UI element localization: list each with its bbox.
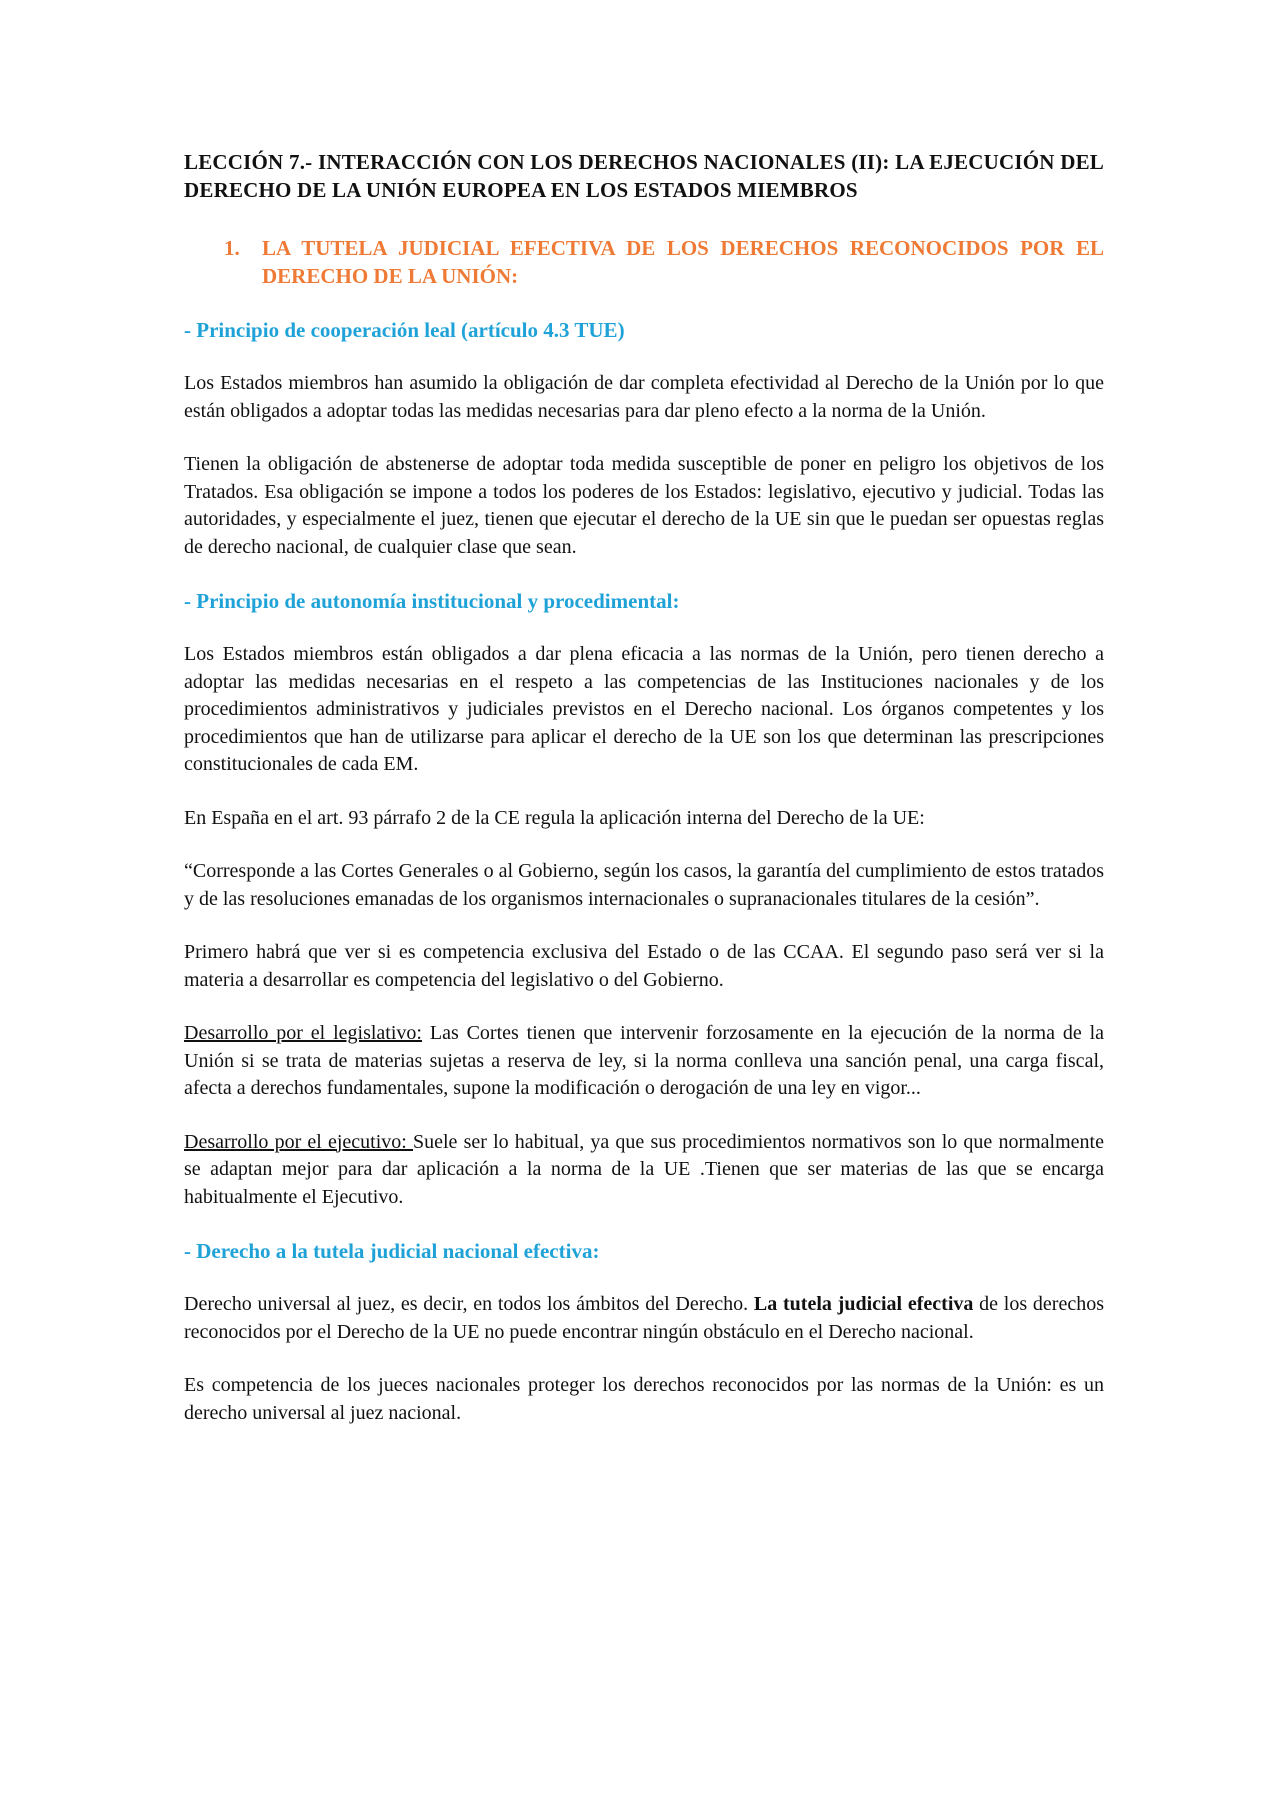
autonomia-paragraph-1: Los Estados miembros están obligados a dar plena eficacia a las normas de la Unión, pero tienen derecho a adoptar las medidas necesarias en el respeto a las competencias de las Instituciones nacionales y de los procedimientos administrativos y judiciales previstos en el Derecho nacional. Los órganos competentes y los procedimientos que han de utilizarse para aplicar el derecho de la UE son los que determinan las prescripciones constitucionales de cada EM. xyxy=(184,643,1104,775)
autonomia-paragraph-3: Primero habrá que ver si es competencia exclusiva del Estado o de las CCAA. El segundo paso será ver si la materia a desarrollar es competencia del legislativo o del Gobierno. xyxy=(184,941,1104,991)
ejecutivo-text: Suele ser lo habitual, ya que sus procedimientos normativos son lo que normalmente se adaptan mejor para dar aplicación a la norma de la UE .Tienen que ser materias de las que se encarga habitualmente el Ejecutivo. xyxy=(184,1130,1104,1208)
document-title: LECCIÓN 7.- INTERACCIÓN CON LOS DERECHOS NACIONALES (II): LA EJECUCIÓN DEL DERECHO DE LA UNIÓN EUROPEA EN LOS ESTADOS MIEMBROS xyxy=(184,150,1104,202)
tutela-paragraph-2: Es competencia de los jueces nacionales proteger los derechos reconocidos por las normas de la Unión: es un derecho universal al juez nacional. xyxy=(184,1374,1104,1424)
legislativo-label: Desarrollo por el legislativo: xyxy=(184,1022,422,1044)
cooperacion-paragraph-1: Los Estados miembros han asumido la obligación de dar completa efectividad al Derecho de la Unión por lo que están obligados a adoptar todas las medidas necesarias para dar pleno efecto a la norma de la Unión. xyxy=(184,372,1104,422)
tutela-paragraph-1 xyxy=(184,1291,1104,1346)
legislativo-text: Las Cortes tienen que intervenir forzosamente en la ejecución de la norma de la Unión si se trata de materias sujetas a reserva de ley, si la norma conlleva una sanción penal, una carga fiscal, afecta a derechos fundamentales, supone la modificación o derogación de una ley en vigor... xyxy=(184,1022,1105,1099)
tutela-p1-end: de los derechos reconocidos por el Derecho de la UE no puede encontrar ningún obstáculo en el Derecho nacional. xyxy=(184,1293,1104,1343)
tutela-p1-start: Derecho universal al juez, es decir, en todos los ámbitos del Derecho. xyxy=(184,1293,754,1315)
constitution-quote: “Corresponde a las Cortes Generales o al Gobierno, según los casos, la garantía del cumplimiento de estos tratados y de las resoluciones emanadas de los organismos internacionales o supranacionales titulares de la cesión”. xyxy=(184,860,1104,910)
section-1-heading xyxy=(184,234,1104,290)
tutela-heading: - Derecho a la tutela judicial nacional efectiva: xyxy=(184,1239,600,1263)
ejecutivo-paragraph xyxy=(184,1129,1104,1212)
legislativo-paragraph xyxy=(184,1020,1104,1103)
document-page xyxy=(184,148,1104,1427)
section-1-number: 1. xyxy=(224,236,240,260)
section-1-title: LA TUTELA JUDICIAL EFECTIVA DE LOS DERECHOS RECONOCIDOS POR EL DERECHO DE LA UNIÓN: xyxy=(262,236,1104,288)
cooperacion-heading: - Principio de cooperación leal (artículo 4.3 TUE) xyxy=(184,318,625,342)
ejecutivo-label: Desarrollo por el ejecutivo: xyxy=(184,1130,413,1153)
autonomia-paragraph-2: En España en el art. 93 párrafo 2 de la CE regula la aplicación interna del Derecho de la UE: xyxy=(184,806,925,829)
cooperacion-paragraph-2: Tienen la obligación de abstenerse de adoptar toda medida susceptible de poner en peligro los objetivos de los Tratados. Esa obligación se impone a todos los poderes de los Estados: legislativo, ejecutivo y judicial. Todas las autoridades, y especialmente el juez, tienen que ejecutar el derecho de la UE sin que le puedan ser opuestas reglas de derecho nacional, de cualquier clase que sean. xyxy=(184,453,1104,558)
autonomia-heading: - Principio de autonomía institucional y procedimental: xyxy=(184,589,680,613)
tutela-p1-bold: La tutela judicial efectiva xyxy=(753,1293,974,1315)
